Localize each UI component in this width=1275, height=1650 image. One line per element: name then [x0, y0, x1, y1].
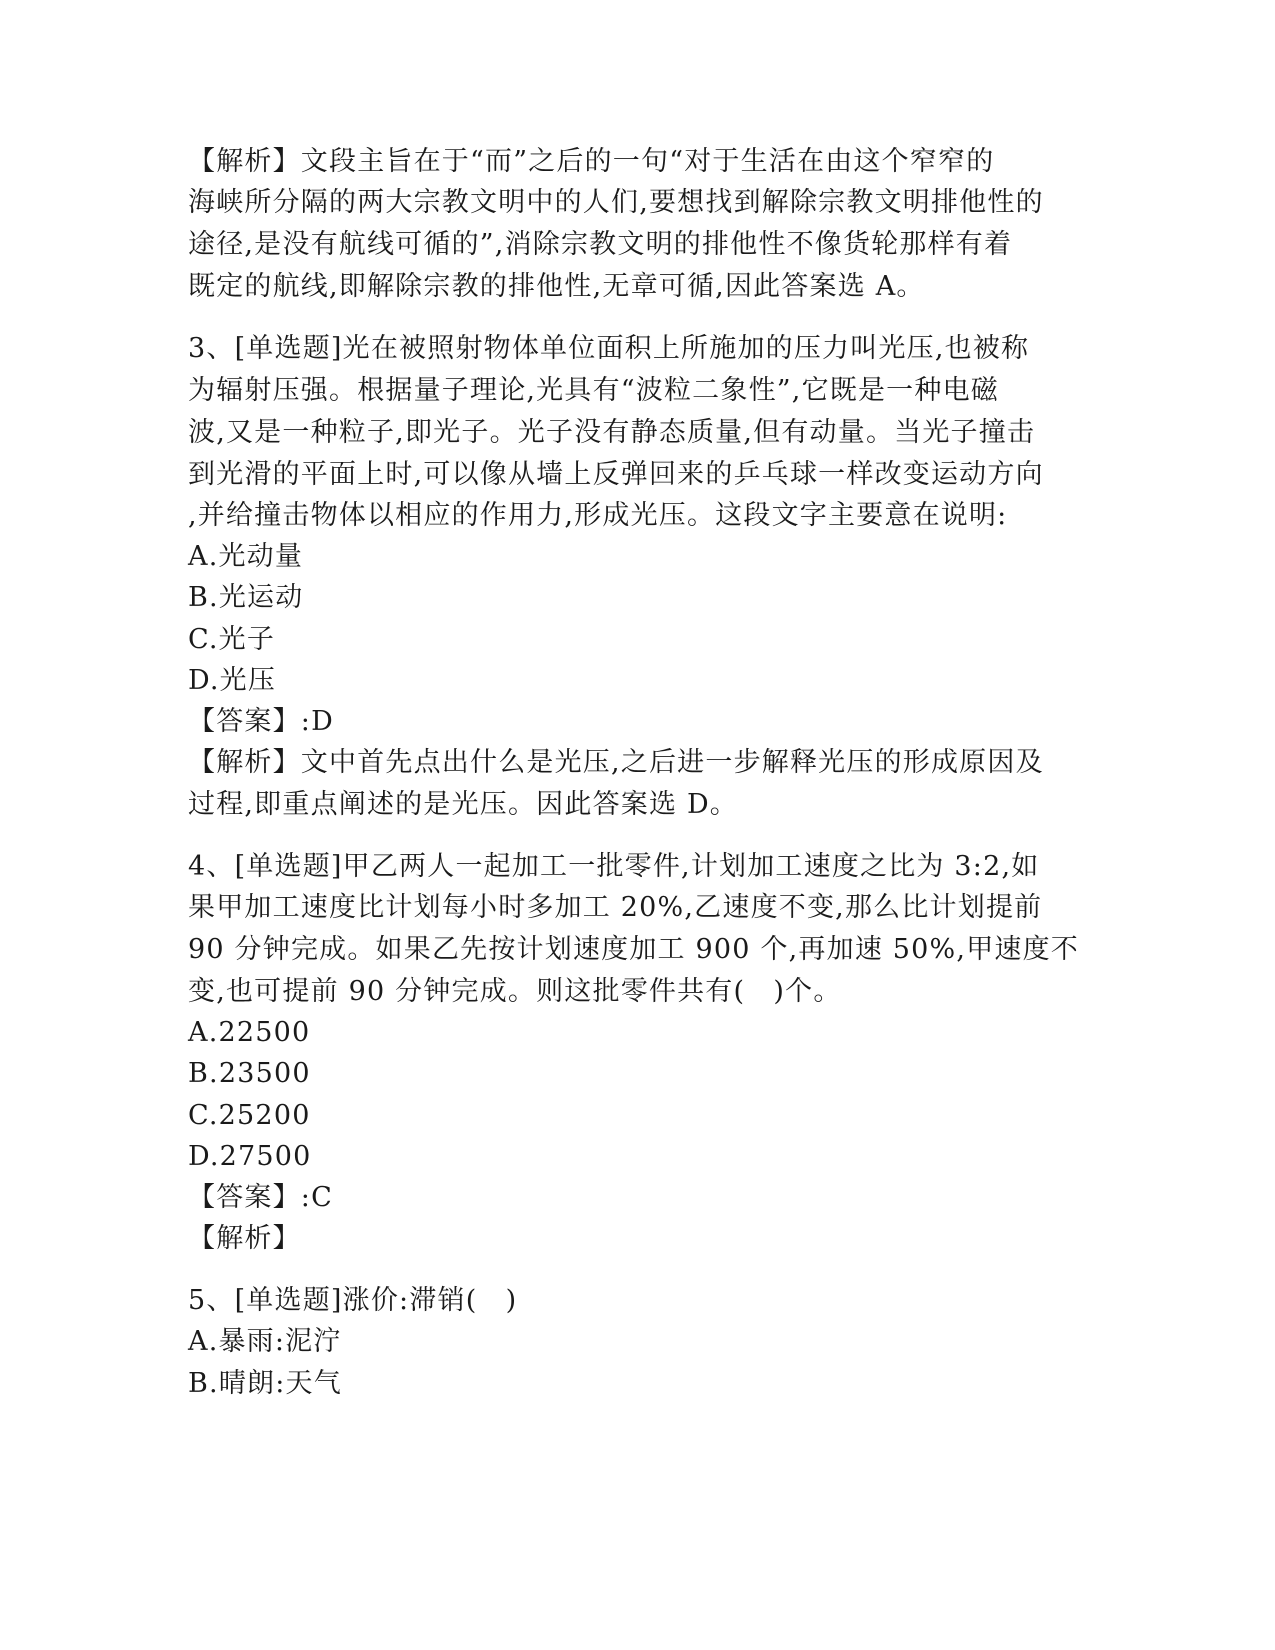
question-3-stem-line: ,并给撞击物体以相应的作用力,形成光压。这段文字主要意在说明:: [188, 500, 1008, 531]
question-3-analysis-line: 【解析】文中首先点出什么是光压,之后进一步解释光压的形成原因及: [188, 747, 1044, 778]
question-4-answer: 【答案】:C: [188, 1182, 333, 1213]
question-3-option-c: C.光子: [188, 624, 276, 655]
question-3-stem-line: 3、[单选题]光在被照射物体单位面积上所施加的压力叫光压,也被称: [188, 333, 1030, 364]
question-3-answer: 【答案】:D: [188, 706, 334, 737]
analysis-line: 既定的航线,即解除宗教的排他性,无章可循,因此答案选 A。: [188, 271, 925, 302]
question-4-stem-line: 果甲加工速度比计划每小时多加工 20%,乙速度不变,那么比计划提前: [188, 892, 1043, 923]
question-3-stem-line: 为辐射压强。根据量子理论,光具有“波粒二象性”,它既是一种电磁: [188, 375, 999, 406]
question-4-option-c: C.25200: [188, 1100, 311, 1131]
question-4-analysis-line: 【解析】: [188, 1223, 301, 1254]
question-5-option-a: A.暴雨:泥泞: [188, 1326, 342, 1357]
question-5-option-b: B.晴朗:天气: [188, 1368, 342, 1399]
question-5-stem-line: 5、[单选题]涨价:滞销( ): [188, 1285, 518, 1316]
question-4-stem-line: 90 分钟完成。如果乙先按计划速度加工 900 个,再加速 50%,甲速度不: [188, 934, 1079, 965]
question-4-option-a: A.22500: [188, 1017, 311, 1048]
analysis-line: 【解析】文段主旨在于“而”之后的一句“对于生活在由这个窄窄的: [188, 146, 995, 177]
question-4-stem-line: 变,也可提前 90 分钟完成。则这批零件共有( )个。: [188, 976, 842, 1007]
question-4-option-d: D.27500: [188, 1141, 312, 1172]
question-3-stem-line: 波,又是一种粒子,即光子。光子没有静态质量,但有动量。当光子撞击: [188, 417, 1036, 448]
question-4-option-b: B.23500: [188, 1058, 311, 1089]
question-3-option-a: A.光动量: [188, 541, 304, 572]
question-3-analysis-line: 过程,即重点阐述的是光压。因此答案选 D。: [188, 789, 739, 820]
question-3-option-b: B.光运动: [188, 582, 304, 613]
analysis-line: 海峡所分隔的两大宗教文明中的人们,要想找到解除宗教文明排他性的: [188, 187, 1044, 218]
analysis-line: 途径,是没有航线可循的”,消除宗教文明的排他性不像货轮那样有着: [188, 229, 1013, 260]
question-3-stem-line: 到光滑的平面上时,可以像从墙上反弹回来的乒乓球一样改变运动方向: [188, 459, 1044, 490]
question-3-option-d: D.光压: [188, 665, 277, 696]
question-4-stem-line: 4、[单选题]甲乙两人一起加工一批零件,计划加工速度之比为 3:2,如: [188, 851, 1040, 882]
